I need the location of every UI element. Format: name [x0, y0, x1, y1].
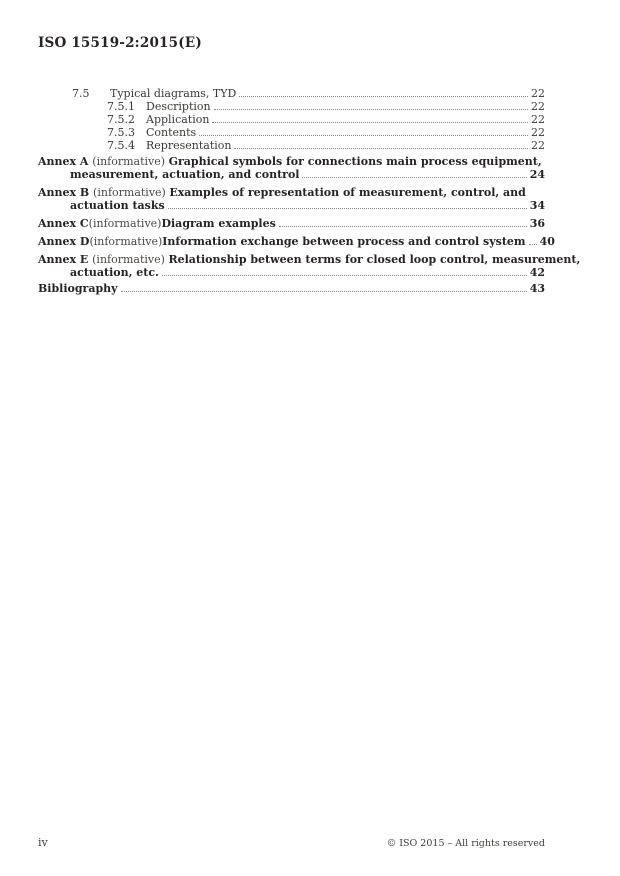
folio-page-number: iv — [38, 836, 48, 849]
dot-leader — [168, 208, 527, 209]
toc-entry-annex[interactable] — [38, 235, 555, 248]
annex-label: Annex C — [38, 217, 89, 230]
copyright-notice: © ISO 2015 – All rights reserved — [386, 838, 545, 849]
toc-entry-section[interactable] — [38, 87, 545, 100]
annex-title-text: Examples of representation of measurement, control, and — [169, 186, 526, 199]
dot-leader — [199, 135, 528, 136]
toc-entry-section[interactable] — [38, 113, 545, 126]
toc-entry-annex[interactable] — [38, 186, 545, 212]
annex-kind: (informative) — [89, 235, 163, 248]
section-title: Typical diagrams, TYD — [110, 87, 237, 100]
section-number: 7.5.4 — [107, 139, 135, 152]
dot-leader — [212, 122, 528, 123]
page-number-ref: 34 — [529, 199, 545, 212]
toc-entry-bibliography[interactable] — [38, 282, 545, 295]
section-title: Description — [146, 100, 211, 113]
section-title: Contents — [146, 126, 197, 139]
page-number-ref: 43 — [529, 282, 545, 295]
annex-title-line1 — [38, 253, 581, 266]
section-title: Representation — [146, 139, 232, 152]
section-number: 7.5 — [72, 87, 90, 100]
annex-title-text: Graphical symbols for connections main process equipment, — [168, 155, 542, 168]
dot-leader — [302, 177, 526, 178]
page-number-ref: 36 — [529, 217, 545, 230]
document-reference-header: ISO 15519-2:2015(E) — [38, 35, 202, 51]
toc-section-list — [38, 87, 545, 152]
dot-leader — [279, 226, 527, 227]
toc-entry-annex[interactable] — [38, 155, 545, 181]
toc-entry-section[interactable] — [38, 139, 545, 152]
annex-title-text: actuation, etc. — [70, 266, 159, 279]
dot-leader — [239, 96, 528, 97]
dot-leader — [162, 275, 527, 276]
annex-kind: (informative) — [92, 155, 169, 168]
annex-title-line2 — [38, 199, 545, 212]
annex-label: Annex E — [38, 253, 93, 266]
annex-title-text: actuation tasks — [70, 199, 165, 212]
section-number: 7.5.3 — [107, 126, 135, 139]
toc-entry-annex[interactable] — [38, 253, 581, 279]
dot-leader — [214, 109, 528, 110]
dot-leader — [234, 148, 528, 149]
page-number-ref: 22 — [531, 87, 545, 100]
annex-title-line2 — [38, 266, 545, 279]
annex-title-line1 — [38, 186, 545, 199]
page-number-ref: 22 — [531, 100, 545, 113]
annex-kind: (informative) — [92, 253, 169, 266]
page-number-ref: 24 — [529, 168, 545, 181]
annex-kind: (informative) — [88, 217, 162, 230]
annex-label: Annex D — [38, 235, 90, 248]
section-number: 7.5.1 — [107, 100, 135, 113]
annex-title-line1 — [38, 217, 545, 230]
annex-kind: (informative) — [93, 186, 170, 199]
annex-label: Annex B — [38, 186, 94, 199]
toc-entry-section[interactable] — [38, 126, 545, 139]
bibliography-title: Bibliography — [38, 282, 118, 295]
dot-leader — [121, 291, 527, 292]
annex-label: Annex A — [38, 155, 93, 168]
annex-title-text: Diagram examples — [161, 217, 276, 230]
page-number-ref: 22 — [531, 126, 545, 139]
annex-title-line1 — [38, 155, 545, 168]
page-number-ref: 42 — [529, 266, 545, 279]
toc-annex-list — [38, 155, 581, 279]
section-number: 7.5.2 — [107, 113, 135, 126]
annex-title-text: Relationship between terms for closed loop control, measurement, — [168, 253, 581, 266]
toc-entry-annex[interactable] — [38, 217, 545, 230]
annex-title-line2 — [38, 168, 545, 181]
table-of-contents — [38, 87, 581, 295]
annex-title-line1 — [38, 235, 555, 248]
page-number-ref: 40 — [539, 235, 555, 248]
page-number-ref: 22 — [531, 113, 545, 126]
section-title: Application — [146, 113, 210, 126]
annex-title-text: measurement, actuation, and control — [70, 168, 300, 181]
page-number-ref: 22 — [531, 139, 545, 152]
toc-entry-section[interactable] — [38, 100, 545, 113]
dot-leader — [529, 244, 537, 245]
annex-title-text: Information exchange between process and control system — [162, 235, 526, 248]
